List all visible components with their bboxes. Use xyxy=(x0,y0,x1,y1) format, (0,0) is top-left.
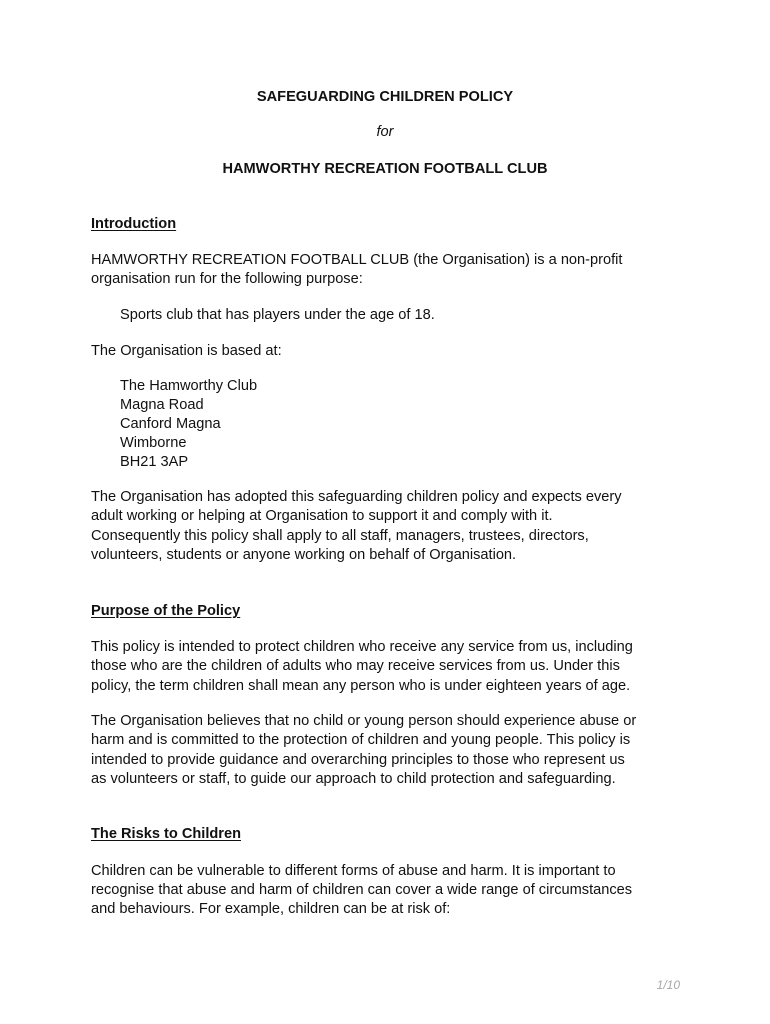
paragraph-line: those who are the children of adults who may receive services from us. Under this xyxy=(91,658,620,674)
paragraph-line: recognise that abuse and harm of children can cover a wide range of circumstances xyxy=(91,882,633,898)
paragraph-line: volunteers, students or anyone working on behalf of Organisation. xyxy=(91,547,517,563)
title-for: for xyxy=(376,124,394,140)
section-heading-risks: The Risks to Children xyxy=(91,826,242,842)
paragraph-line: as volunteers or staff, to guide our approach to child protection and safeguarding. xyxy=(91,771,616,787)
paragraph-line: organisation run for the following purpose: xyxy=(91,271,363,287)
address-line: Wimborne xyxy=(120,435,187,451)
paragraph-line: intended to provide guidance and overarching principles to those who represent us xyxy=(91,752,625,768)
paragraph-line: This policy is intended to protect children who receive any service from us, including xyxy=(91,639,633,655)
paragraph-line: HAMWORTHY RECREATION FOOTBALL CLUB (the Organisation) is a non-profit xyxy=(91,252,623,268)
paragraph-line: The Organisation has adopted this safeguarding children policy and expects every xyxy=(91,489,622,505)
paragraph-line: adult working or helping at Organisation to support it and comply with it. xyxy=(91,508,553,524)
organisation-purpose: Sports club that has players under the age of 18. xyxy=(120,307,435,323)
page-number: 1/10 xyxy=(656,978,680,992)
paragraph-line: Consequently this policy shall apply to all staff, managers, trustees, directors, xyxy=(91,528,589,544)
section-heading-introduction: Introduction xyxy=(91,216,177,232)
address-line: The Hamworthy Club xyxy=(120,378,258,394)
paragraph-line: Children can be vulnerable to different forms of abuse and harm. It is important to xyxy=(91,863,616,879)
section-heading-purpose: Purpose of the Policy xyxy=(91,603,241,619)
paragraph-line: The Organisation is based at: xyxy=(91,343,282,359)
paragraph-line: harm and is committed to the protection of children and young people. This policy is xyxy=(91,732,631,748)
document-title: SAFEGUARDING CHILDREN POLICY xyxy=(256,89,514,105)
address-line: Canford Magna xyxy=(120,416,221,432)
address-line: BH21 3AP xyxy=(120,454,189,470)
paragraph-line: and behaviours. For example, children can be at risk of: xyxy=(91,901,451,917)
paragraph-line: policy, the term children shall mean any person who is under eighteen years of age. xyxy=(91,678,631,694)
paragraph-line: The Organisation believes that no child or young person should experience abuse or xyxy=(91,713,637,729)
address-line: Magna Road xyxy=(120,397,204,413)
club-name: HAMWORTHY RECREATION FOOTBALL CLUB xyxy=(222,161,548,177)
